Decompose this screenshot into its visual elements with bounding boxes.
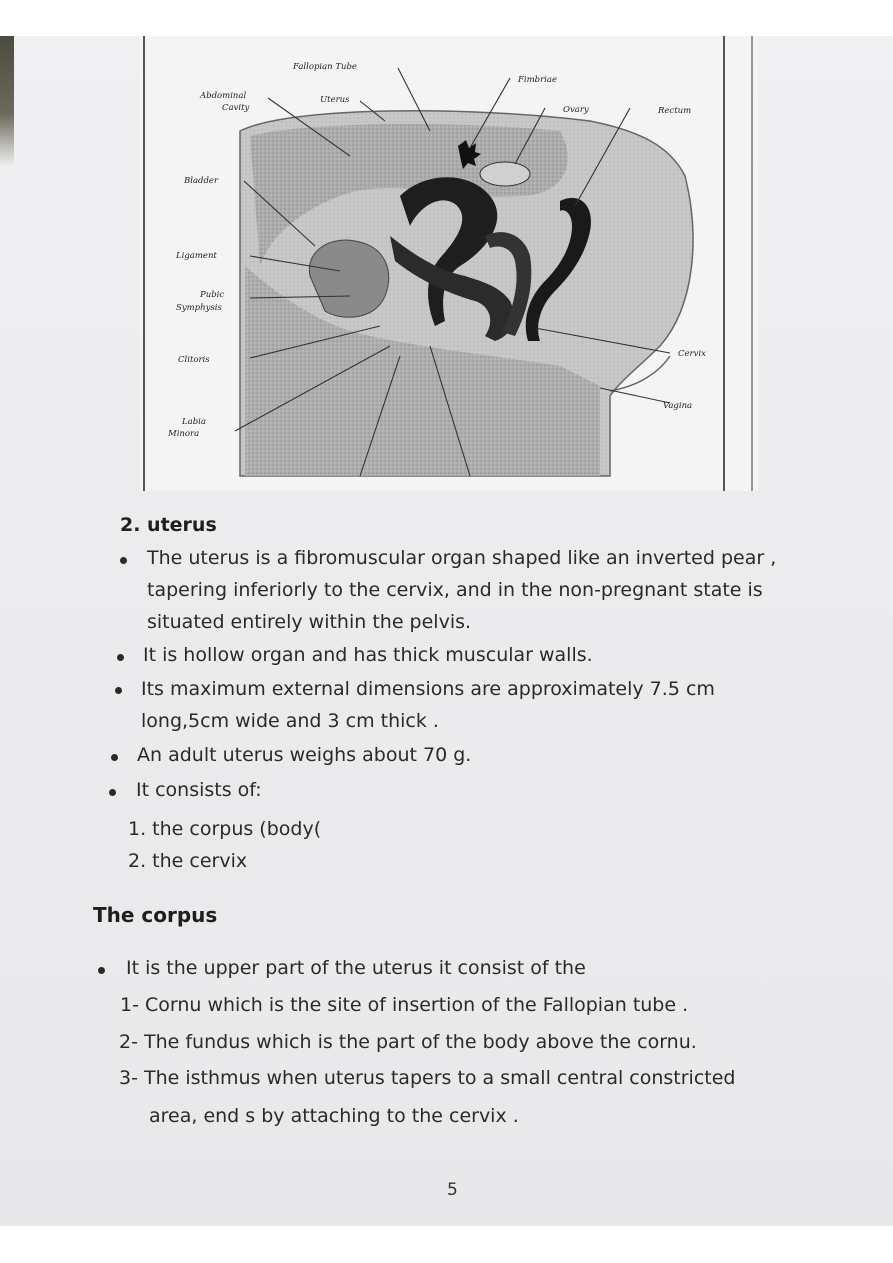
- label-uterus: Uterus: [320, 95, 350, 105]
- label-cervix: Cervix: [678, 349, 706, 359]
- label-fallopian-tube: Fallopian Tube: [293, 62, 357, 72]
- uterus-bullet-3-line-2: long,5cm wide and 3 cm thick .: [141, 710, 439, 732]
- page-edge-shadow: [0, 36, 14, 166]
- bullet-dot: [98, 967, 105, 974]
- uterus-part-corpus: 1. the corpus (body(: [128, 818, 322, 840]
- svg-text:Minora: Minora: [168, 429, 200, 439]
- corpus-intro: It is the upper part of the uterus it consist of the: [126, 957, 586, 979]
- label-ligament: Ligament: [176, 251, 217, 261]
- uterus-part-cervix: 2. the cervix: [128, 850, 248, 872]
- corpus-heading: The corpus: [93, 903, 218, 927]
- label-clitoris: Clitoris: [178, 355, 210, 365]
- uterus-bullet-4: An adult uterus weighs about 70 g.: [137, 744, 472, 766]
- uterus-bullet-1-line-3: situated entirely within the pelvis.: [147, 611, 472, 633]
- pelvic-anatomy-diagram: [140, 36, 758, 491]
- svg-text:Symphysis: Symphysis: [176, 303, 222, 313]
- bullet-dot: [120, 557, 127, 564]
- label-pubic-symphysis: Pubic: [200, 290, 225, 300]
- label-abdominal-cavity: Abdominal: [200, 91, 247, 101]
- page-number: 5: [447, 1180, 458, 1200]
- label-bladder: Bladder: [184, 176, 219, 186]
- corpus-item-3-line-2: area, end s by attaching to the cervix .: [149, 1105, 519, 1127]
- label-ovary: Ovary: [563, 105, 589, 115]
- pelvic-anatomy-figure: [140, 36, 758, 491]
- ovary-shape: [480, 162, 530, 186]
- uterus-bullet-3-line-1: Its maximum external dimensions are approximately 7.5 cm: [141, 678, 715, 700]
- uterus-heading: 2. uterus: [120, 514, 217, 536]
- uterus-bullet-1-line-1: The uterus is a fibromuscular organ shaped like an inverted pear ,: [147, 547, 777, 569]
- uterus-bullet-5: It consists of:: [136, 779, 262, 801]
- bullet-dot: [117, 654, 124, 661]
- bullet-dot: [111, 754, 118, 761]
- uterus-bullet-2: It is hollow organ and has thick muscular walls.: [143, 644, 593, 666]
- label-rectum: Rectum: [658, 106, 692, 116]
- corpus-item-2: 2- The fundus which is the part of the body above the cornu.: [119, 1031, 697, 1053]
- bullet-dot: [115, 687, 122, 694]
- corpus-item-1: 1- Cornu which is the site of insertion of the Fallopian tube .: [120, 994, 689, 1016]
- bullet-dot: [109, 789, 116, 796]
- top-margin: [0, 0, 893, 36]
- corpus-item-3-line-1: 3- The isthmus when uterus tapers to a small central constricted: [119, 1067, 736, 1089]
- uterus-bullet-1-line-2: tapering inferiorly to the cervix, and in the non-pregnant state is: [147, 579, 763, 601]
- label-labia-minora: Labia: [182, 417, 206, 427]
- bottom-margin: [0, 1226, 893, 1263]
- svg-text:Cavity: Cavity: [222, 103, 250, 113]
- label-vagina: Vagina: [663, 401, 693, 411]
- label-fimbriae: Fimbriae: [518, 75, 557, 85]
